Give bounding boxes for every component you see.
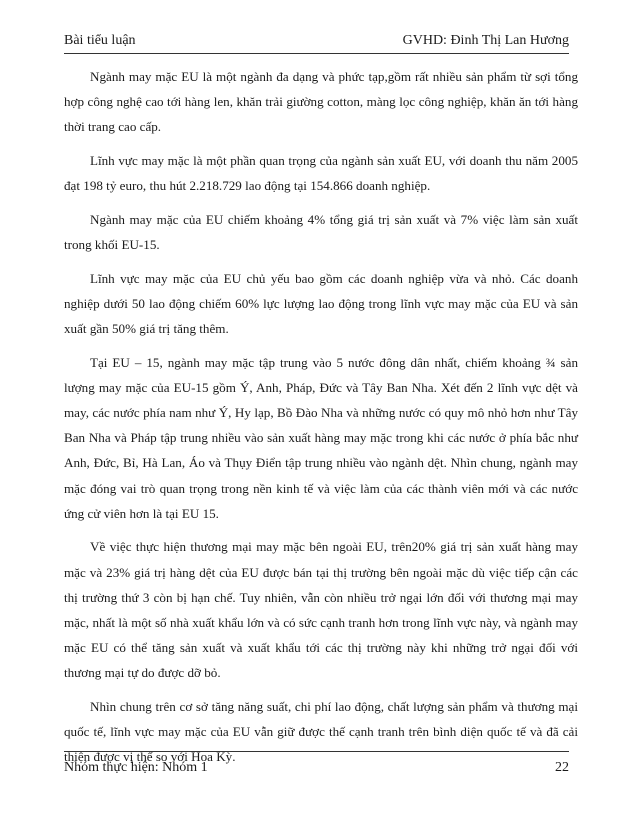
header-title: Bài tiểu luận (64, 33, 136, 48)
paragraph: Về việc thực hiện thương mại may mặc bên ngoài EU, trên20% giá trị sản xuất hàng may mặc và 23% giá trị hàng dệt của EU được bán tại thị trường bên ngoài mặc dù việc tiếp cận các thị trường thứ 3 còn bị hạn chế. Tuy nhiên, vẫn còn nhiều trở ngại lớn đối với thương mại may mặc, nhất là một số nhà xuất khẩu lớn và có sức cạnh tranh hơn trong lĩnh vực này, và ngành may mặc EU có thể tăng sản xuất và xuất khẩu tới các thị trường này khi những trở ngại đối với thương mại tự do được dỡ bỏ. (64, 539, 578, 681)
document-body (64, 64, 578, 778)
paragraph: Lĩnh vực may mặc của EU chủ yếu bao gồm các doanh nghiệp vừa và nhỏ. Các doanh nghiệp dưới 50 lao động chiếm 60% lực lượng lao động trong lĩnh vực may mặc của EU và sản xuất gần 50% giá trị tăng thêm. (64, 270, 578, 336)
header-instructor: GVHD: Đinh Thị Lan Hương (402, 33, 569, 48)
paragraph: Tại EU – 15, ngành may mặc tập trung vào 5 nước đông dân nhất, chiếm khoảng ¾ sản lượng may mặc của EU-15 gồm Ý, Anh, Pháp, Đức và Tây Ban Nha. Xét đến 2 lĩnh vực dệt và may, các nước phía nam như Ý, Hy lạp, Bồ Đào Nha và những nước có quy mô nhỏ hơn như Tây Ban Nha và Pháp tập trung nhiều vào sản xuất hàng may mặc trong khi các nước ở phía bắc như Anh, Đức, Bỉ, Hà Lan, Áo và Thụy Điển tập trung nhiều vào ngành dệt. Nhìn chung, ngành may mặc đóng vai trò quan trọng trong nền kinh tế và việc làm của các thành viên mới và các nước ứng cử viên hơn là tại EU 15. (64, 354, 578, 521)
paragraph: Lĩnh vực may mặc là một phần quan trọng của ngành sản xuất EU, với doanh thu năm 2005 đạt 198 tỷ euro, thu hút 2.218.729 lao động tại 154.866 doanh nghiệp. (64, 153, 578, 194)
paragraph: Ngành may mặc EU là một ngành đa dạng và phức tạp,gồm rất nhiều sản phẩm từ sợi tổng hợp công nghệ cao tới hàng len, khăn trải giường cotton, màng lọc công nghiệp, khăn ăn tới hàng thời trang cao cấp. (64, 69, 578, 135)
footer-group: Nhóm thực hiện: Nhóm 1 (64, 760, 208, 775)
page-footer (64, 751, 569, 792)
page-number: 22 (555, 760, 569, 775)
page-header (64, 33, 569, 54)
paragraph: Ngành may mặc của EU chiếm khoảng 4% tổng giá trị sản xuất và 7% việc làm sản xuất trong khối EU-15. (64, 211, 578, 252)
paragraph: Nhìn chung trên cơ sở tăng năng suất, chi phí lao động, chất lượng sản phẩm và thương mại quốc tế, lĩnh vực may mặc của EU vẫn giữ được thế cạnh tranh trên bình diện quốc tế và đã cải thiện được vị thế so với Hoa Kỳ. (64, 699, 578, 765)
